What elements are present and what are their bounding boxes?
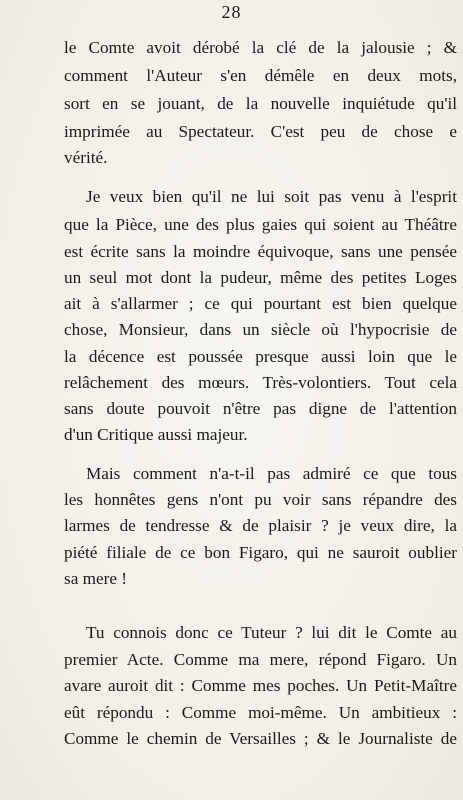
text-line: sans doute pouvoit n'être pas digne de l'attention [64,399,457,418]
text-line: comment l'Auteur s'en démêle en deux mots, [64,66,457,85]
text-line: Mais comment n'a-t-il pas admiré ce que tous [86,464,457,483]
text-line: ait à s'allarmer ; ce qui pourtant est bien quelque [64,294,457,313]
text-line-italic-mix: Comme le chemin de Versailles ; & le Journaliste de [64,729,457,748]
text-line-italic-mix: avare auroit dit : Comme mes poches. Un Petit-Maître [64,676,457,695]
text-line: piété filiale de ce bon Figaro, qui ne sauroit oublier [64,543,457,562]
text-line: larmes de tendresse & de plaisir ? je veux dire, la [64,516,457,535]
page-number: 28 [221,2,242,22]
text-line: les honnêtes gens n'ont pu voir sans répandre des [64,490,457,509]
text-line-italic-mix: Tu connois donc ce Tuteur ? lui dit le Comte au [86,623,457,642]
text-line: d'un Critique aussi majeur. [64,425,248,444]
text-line: le Comte avoit dérobé la clé de la jalousie ; & [64,38,457,57]
text-line: vérité. [64,148,108,167]
text-line: Je veux bien qu'il ne lui soit pas venu à l'esprit [86,187,457,206]
text-line: chose, Monsieur, dans un siècle où l'hypocrisie de [64,320,457,339]
text-line: est écrite sans la moindre équivoque, sans une pensée [64,242,457,261]
text-line: sa mere ! [64,569,127,588]
text-line-italic-mix: eût répondu : Comme moi-même. Un ambitieux : [64,703,457,722]
text-line-italic-mix: premier Acte. Comme ma mere, répond Figaro. Un [64,650,457,669]
text-line: relâchement des mœurs. Très-volontiers. Tout cela [64,373,457,392]
text-line: la décence est poussée presque aussi loin que le [64,347,457,366]
text-line: sort en se jouant, de la nouvelle inquiétude qu'il [64,94,457,113]
text-line: imprimée au Spectateur. C'est peu de chose e [64,122,457,141]
text-line: un seul mot dont la pudeur, même des petites Loges [64,268,457,287]
text-line: que la Pièce, une des plus gaies qui soient au Théâtre [64,215,457,234]
